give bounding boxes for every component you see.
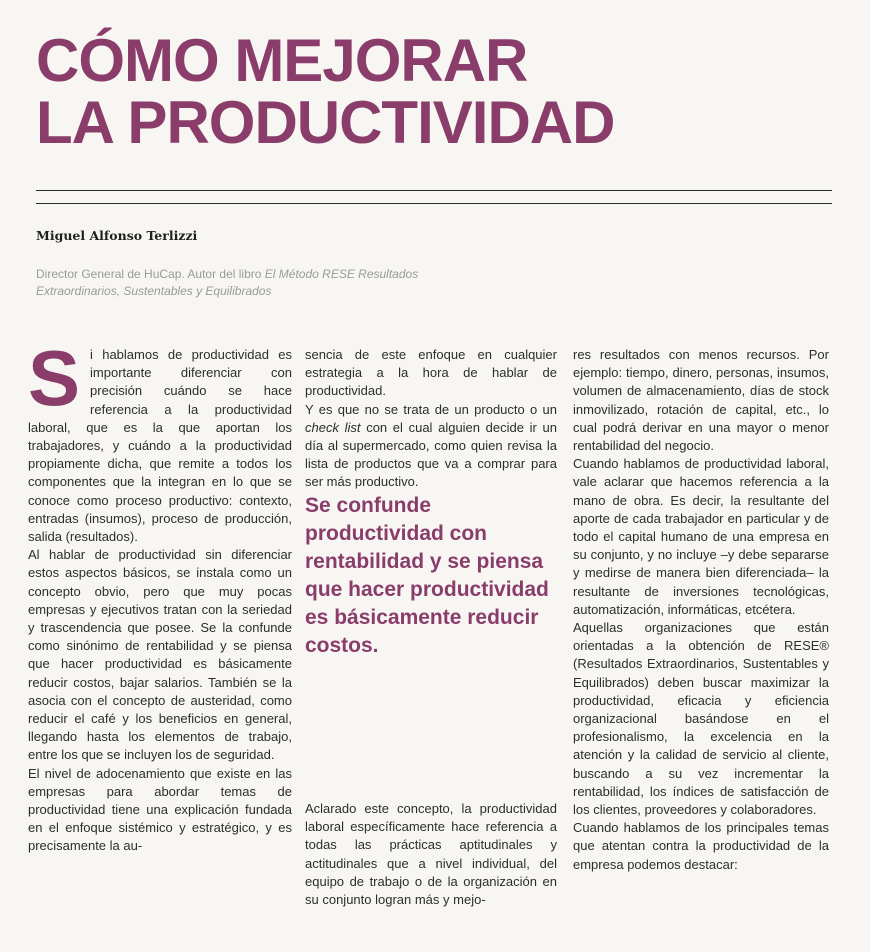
paragraph-text: i hablamos de productividad es importante diferenciar con precisión cuándo se hace referencia a la productividad laboral, que es la que aportan los trabajadores, y cuándo a la productividad propiamente dicha, que remite a todos los componentes que la integran en lo que se conoce como proceso productivo: contexto, entradas (insumos), proceso de producción, salida (resultados). xyxy=(28,347,292,545)
title-line-2: LA PRODUCTIVIDAD xyxy=(36,89,615,156)
pull-quote: Se confunde productividad con rentabilidad y se piensa que hacer productividad es básicamente reducir costos. xyxy=(305,493,549,657)
article-title xyxy=(36,27,836,156)
paragraph xyxy=(28,334,292,546)
divider-top xyxy=(36,190,832,191)
paragraph: El nivel de adocenamiento que existe en las empresas para abordar temas de productividad tiene una explicación fundada en el enfoque sistémico y estratégico, y es precisamente la au- xyxy=(28,765,292,854)
drop-cap: S xyxy=(28,334,81,422)
paragraph-text: Y es que no se trata de un producto o un xyxy=(305,401,557,417)
column-3 xyxy=(573,346,829,874)
paragraph: Aclarado este concepto, la productividad laboral específicamente hace referencia a todas las prácticas aptitudinales y actitudinales que a nivel individual, del equipo de trabajo o de la organización en su conjunto logran más y mejo- xyxy=(305,801,557,908)
divider-bottom xyxy=(36,203,832,204)
paragraph-text: con el cual alguien decide ir un día al supermercado, como quien revisa la lista de productos que va a comprar para ser más productivo. xyxy=(305,419,557,490)
column-2 xyxy=(305,346,557,660)
emphasis-text: check list xyxy=(305,419,361,435)
title-line-1: CÓMO MEJORAR xyxy=(36,27,528,94)
bio-book-title: El Método RESE Resultados Extraordinarios, Sustentables y Equilibrados xyxy=(36,267,419,298)
paragraph: Cuando hablamos de productividad laboral, vale aclarar que hacemos referencia a la mano de obra. Es decir, la resultante del aporte de cada trabajador en particular y de todo el capital humano de una empresa en su conjunto, y no incluye –y debe separarse y medirse de manera bien diferenciada– la resultante de inversiones tecnológicas, automatización, informáticas, etcétera. xyxy=(573,456,829,617)
paragraph: Aquellas organizaciones que están orientadas a la obtención de RESE® (Resultados Extraordinarios, Sustentables y Equilibrados) deben buscar maximizar la productividad, eficacia y eficiencia organizacional basándose en el profesionalismo, la excelencia en la atención y la calidad de servicio al cliente, buscando a su vez incrementar la rentabilidad, los índices de satisfacción de los clientes, proveedores y colaboradores. xyxy=(573,620,829,818)
paragraph: sencia de este enfoque en cualquier estrategia a la hora de hablar de productividad. xyxy=(305,347,557,399)
author-bio xyxy=(36,266,456,300)
bio-text: Director General de HuCap. Autor del libro xyxy=(36,267,262,281)
author-name: Miguel Alfonso Terlizzi xyxy=(36,228,198,243)
paragraph: res resultados con menos recursos. Por ejemplo: tiempo, dinero, personas, insumos, volumen de almacenamiento, días de stock inmovilizado, rotación de capital, etc., lo cual podrá derivar en una mayor o menor rentabilidad del negocio. xyxy=(573,347,829,454)
paragraph xyxy=(305,401,557,492)
column-1 xyxy=(28,334,292,856)
paragraph: Al hablar de productividad sin diferenciar estos aspectos básicos, se instala como un concepto obvio, pero que muy pocas empresas y ejecutivos tratan con la seriedad y trascendencia que posee. Se la confunde como sinónimo de rentabilidad y se piensa que hacer productividad es básicamente reducir costos, bajar salarios. También se la asocia con el concepto de austeridad, como reducir el café y los beneficios en general, llegando hasta los elementos de trabajo, entre los que se incluyen los de seguridad. xyxy=(28,547,292,763)
paragraph: Cuando hablamos de los principales temas que atentan contra la productividad de la empresa podemos destacar: xyxy=(573,820,829,872)
